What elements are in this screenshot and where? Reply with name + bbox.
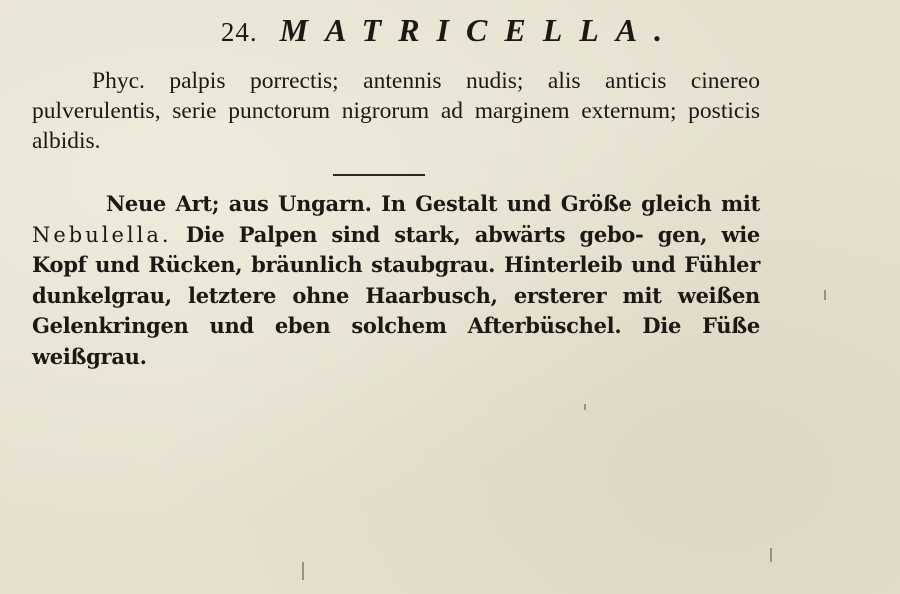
page-number: 24. [220,17,258,47]
paper-speck [302,562,304,580]
paper-speck [584,404,586,410]
german-text-part1: Neue Art; aus Ungarn. In Gestalt und Größe gleich mit [106,191,760,216]
german-description [32,189,760,372]
species-title: MATRICELLA. [279,12,680,48]
latin-description [32,66,760,156]
section-divider [333,174,425,176]
paper-speck [824,290,826,300]
species-reference: Nebulella. [32,222,172,247]
latin-description-text: Phyc. palpis porrectis; antennis nudis; alis anticis cinereo pulverulentis, serie punctorum nigrorum ad marginem externum; posticis albidis. [32,68,760,154]
paper-speck [770,548,772,562]
german-text-part2: Die Palpen sind stark, abwärts gebo- gen, wie Kopf und Rücken, bräunlich staubgrau. Hinterleib und Fühler dunkelgrau, letztere ohne Haarbusch, ersterer mit weißen Gelenkringen und eben solchem Afterbüschel. Die Füße weißgrau. [32,221,760,369]
page-header [0,12,900,49]
german-description-paragraph [32,189,760,372]
